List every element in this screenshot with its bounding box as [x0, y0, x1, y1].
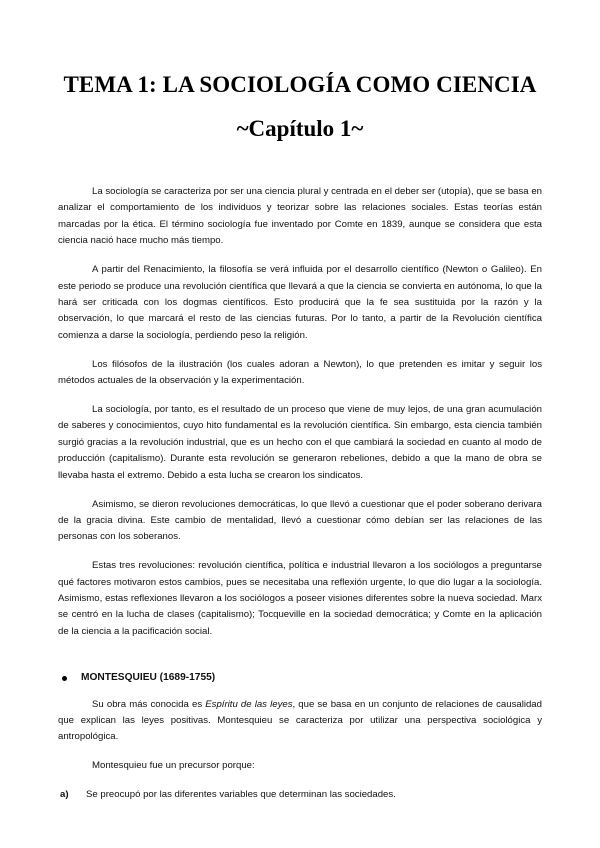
- book-title: Espíritu de las leyes: [205, 698, 293, 710]
- list-item: [58, 787, 542, 803]
- section-intro-after: , que se basa en un conjunto de relaciones de causalidad que explican las leyes positivas. Montesquieu se caracteriza por utilizar una perspectiva sociológica y antropológica.: [58, 698, 542, 743]
- section-heading-text: MONTESQUIEU (1689-1755): [81, 672, 216, 684]
- paragraph: Asimismo, se dieron revoluciones democráticas, lo que llevó a cuestionar que el poder soberano derivara de la gracia divina. Este cambio de mentalidad, llevó a cuestionar cómo debían ser las relaciones de las personas con los soberanos.: [58, 498, 542, 543]
- list-marker: a): [60, 789, 69, 801]
- list-item-text: Se preocupó por las diferentes variables que determinan las sociedades.: [86, 789, 396, 801]
- precursor-line: Montesquieu fue un precursor porque:: [92, 760, 255, 772]
- section-intro-before: Su obra más conocida es: [92, 698, 206, 710]
- section-heading: [58, 670, 542, 686]
- paragraph: La sociología, por tanto, es el resultado de un proceso que viene de muy lejos, de una gran acumulación de saberes y conocimientos, cuyo hito fundamental es la revolución científica. Sin embargo, esta ciencia también surgió gracias a la revolución industrial, que es un hecho con el que cambiará la sociedad en cuanto al modo de producción (capitalismo). Durante esta revolución se generaron rebeliones, debido a que la mano de obra se llevaba hasta el extremo. Debido a esta lucha se crearon los sindicatos.: [58, 403, 542, 481]
- paragraph: La sociología se caracteriza por ser una ciencia plural y centrada en el deber ser (utopía), que se basa en analizar el comportamiento de los individuos y teorizar sobre las relaciones sociales. Estas teorías están marcadas por la ética. El término sociología fue inventado por Comte en 1839, aunque se considera que esta ciencia nació hace mucho más tiempo.: [58, 186, 542, 247]
- paragraph: Estas tres revoluciones: revolución científica, política e industrial llevaron a los sociólogos a preguntarse qué factores motivaron estos cambios, pues se necesitaba una reflexión urgente, lo que dio lugar a la sociología. Asimismo, estas reflexiones llevaron a los sociólogos a poseer visiones diferentes sobre la nueva sociedad. Marx se centró en la lucha de clases (capitalismo); Tocqueville en la sociedad democrática; y Comte en la aplicación de la ciencia a la pacificación social.: [58, 560, 542, 637]
- section-intro: [58, 697, 542, 746]
- document-body: [58, 184, 542, 804]
- chapter-subtitle: ~Capítulo 1~: [236, 116, 364, 141]
- paragraph: Los filósofos de la ilustración (los cuales adoran a Newton), lo que pretenden es imitar y seguir los métodos actuales de la observación y la experimentación.: [58, 358, 542, 387]
- paragraph: A partir del Renacimiento, la filosofía se verá influida por el desarrollo científico (Newton o Galileo). En este periodo se produce una revolución científica que llevará a que la ciencia se convierta en autónoma, lo que la hará ser criticada con los dogmas científicos. Esto producirá que la fe sea sustituida por la razón y la observación, lo que marcará el resto de las ciencias futuras. Por lo tanto, a partir de la Revolución científica comienza a darse la sociología, perdiendo peso la religión.: [58, 264, 542, 341]
- bullet-icon: [62, 676, 67, 681]
- document-title: TEMA 1: LA SOCIOLOGÍA COMO CIENCIA: [63, 72, 537, 97]
